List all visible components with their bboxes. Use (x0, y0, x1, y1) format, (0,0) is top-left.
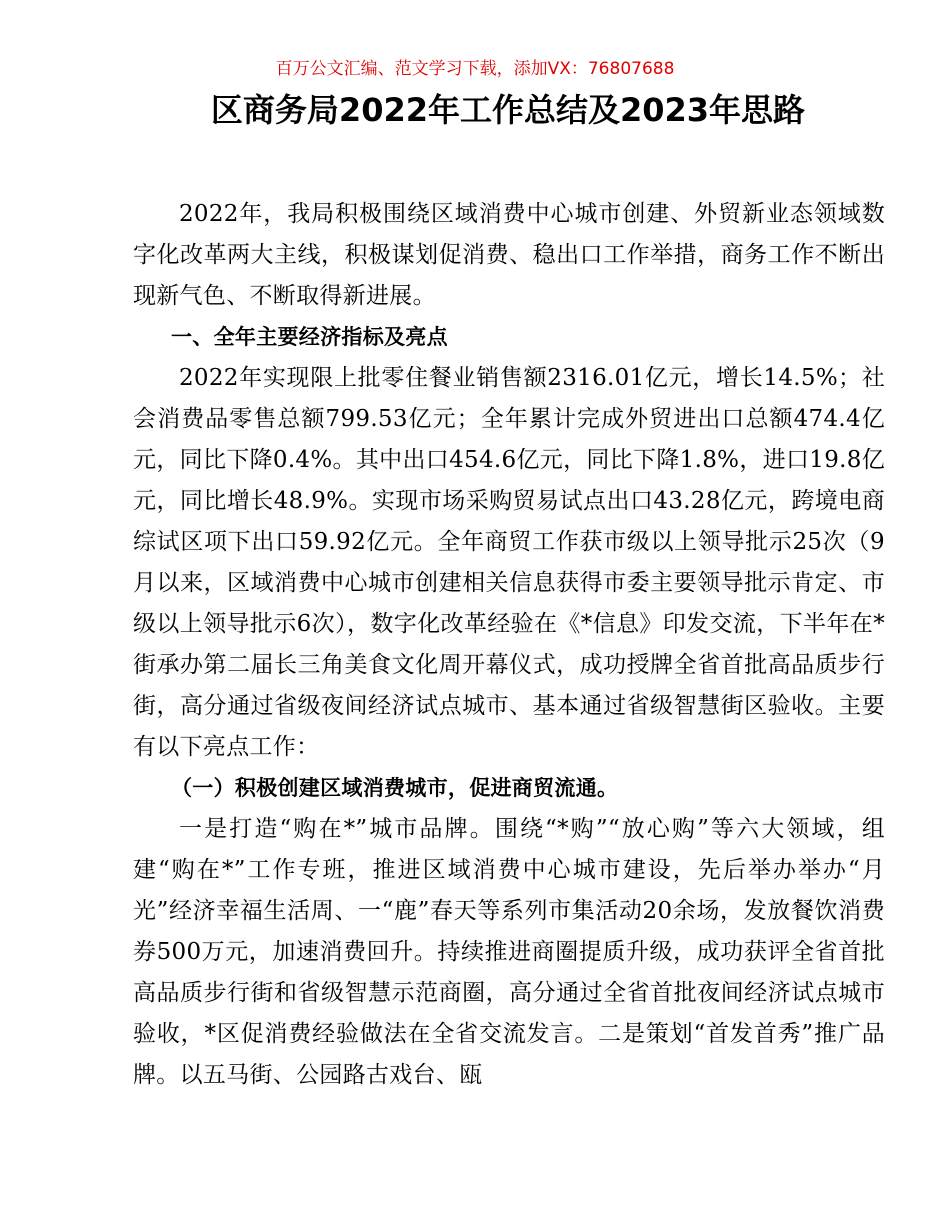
document-body (133, 194, 885, 1096)
watermark-banner: 百万公文汇编、范文学习下载，添加VX：76807688 (275, 59, 675, 79)
subsection-heading-1: （一）积极创建区域消费城市，促进商贸流通。 (171, 776, 619, 800)
intro-paragraph: 2022年，我局积极围绕区域消费中心城市创建、外贸新业态领域数字化改革两大主线，积极谋划促消费、稳出口工作举措，商务工作不断出现新气色、不断取得新进展。 (133, 201, 885, 309)
consumption-paragraph: 一是打造“购在*”城市品牌。围绕“*购”“放心购”等六大领域，组建“购在*”工作专班，推进区域消费中心城市建设，先后举办举办“月光”经济幸福生活周、一“鹿”春天等系列市集活动20余场，发放餐饮消费券500万元，加速消费回升。持续推进商圈提质升级，成功获评全省首批高品质步行街和省级智慧示范商圈，高分通过全省首批夜间经济试点城市验收，*区促消费经验做法在全省交流发言。二是策划“首发首秀”推广品牌。以五马街、公园路古戏台、瓯 (133, 816, 885, 1088)
document-title: 区商务局2022年工作总结及2023年思路 (210, 91, 806, 129)
section-heading-1: 一、全年主要经济指标及亮点 (171, 325, 448, 349)
indicators-paragraph: 2022年实现限上批零住餐业销售额2316.01亿元，增长14.5%；社会消费品零售总额799.53亿元；全年累计完成外贸进出口总额474.4亿元，同比下降0.4%。其中出口454.6亿元，同比下降1.8%，进口19.8亿元，同比增长48.9%。实现市场采购贸易试点出口43.28亿元，跨境电商综试区项下出口59.92亿元。全年商贸工作获市级以上领导批示25次（9月以来，区域消费中心城市创建相关信息获得市委主要领导批示肯定、市级以上领导批示6次），数字化改革经验在《*信息》印发交流，下半年在*街承办第二届长三角美食文化周开幕仪式，成功授牌全省首批高品质步行街，高分通过省级夜间经济试点城市、基本通过省级智慧街区验收。主要有以下亮点工作： (133, 365, 885, 760)
